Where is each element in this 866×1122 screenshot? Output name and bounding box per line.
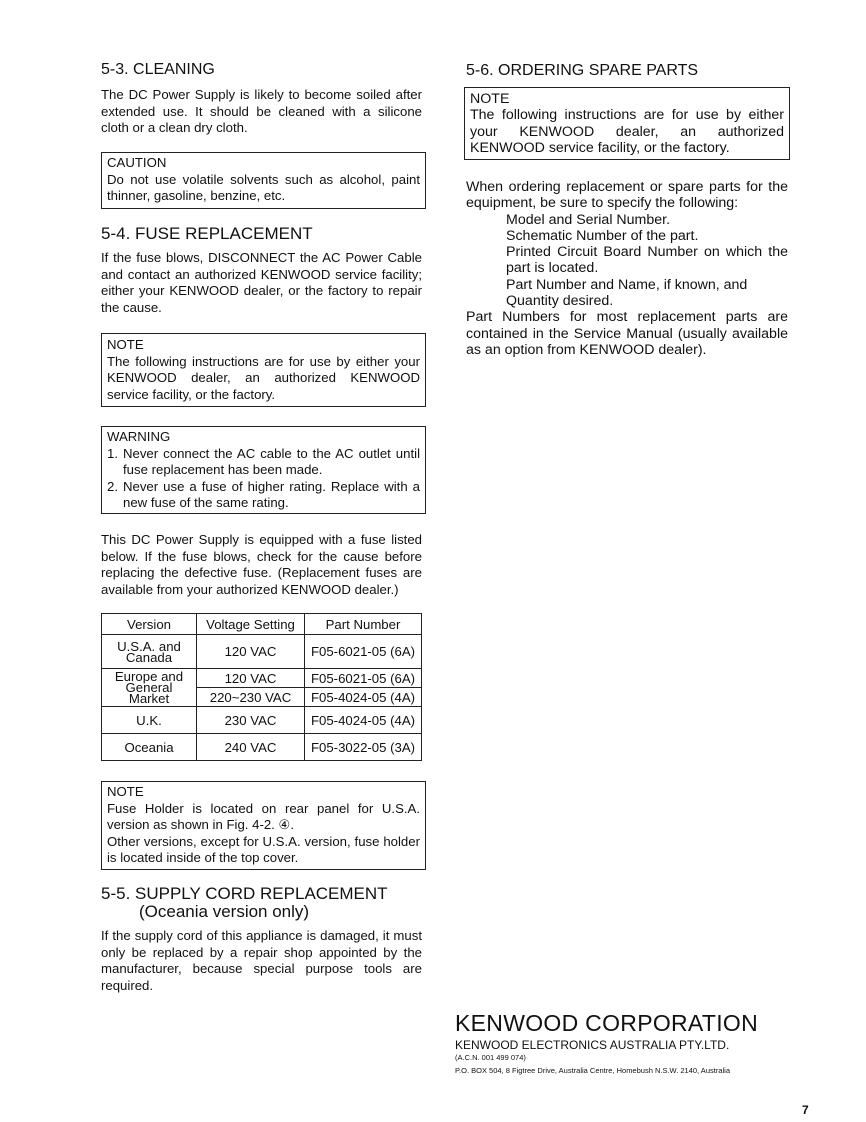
cell-part: F05-6021-05 (6A) — [305, 635, 422, 669]
supply-cord-body: If the supply cord of this appliance is damaged, it must only be replaced by a repair shop appointed by the manufacturer, because special purpose tools are required. — [101, 928, 422, 993]
note-text: The following instructions are for use by either your KENWOOD dealer, an authorized KENWOOD service facility, or the factory. — [470, 107, 784, 156]
heading-fuse-replacement: 5-4. FUSE REPLACEMENT — [101, 224, 313, 243]
col-voltage: Voltage Setting — [197, 614, 305, 635]
cell-part: F05-6021-05 (6A) — [305, 669, 422, 688]
heading-cleaning: 5-3. CLEANING — [101, 61, 215, 78]
col-part: Part Number — [305, 614, 422, 635]
note-box-instructions — [101, 333, 426, 407]
col-version: Version — [102, 614, 197, 635]
warning-item: 1. Never connect the AC cable to the AC outlet until fuse replacement has been made. — [107, 445, 420, 477]
ordering-list — [466, 179, 788, 358]
note2-title: NOTE — [107, 784, 144, 799]
cell-voltage: 120 VAC — [197, 669, 305, 688]
corp-acn: (A.C.N. 001 499 074) — [455, 1053, 526, 1062]
cell-version: U.K. — [102, 707, 197, 734]
note2-line: Fuse Holder is located on rear panel for U.S.A. version as shown in Fig. 4-2. ④. — [107, 800, 420, 832]
fuse-table — [101, 613, 422, 761]
cell-version: Oceania — [102, 734, 197, 761]
list-item: Quantity desired. — [506, 293, 614, 310]
fuse-body: If the fuse blows, DISCONNECT the AC Power Cable and contact an authorized KENWOOD service facility; either your KENWOOD dealer, or the factory to repair the cause. — [101, 250, 422, 315]
note2-line: Other versions, except for U.S.A. version, fuse holder is located inside of the top cover. — [107, 833, 420, 865]
corp-address: P.O. BOX 504, 8 Figtree Drive, Australia Centre, Homebush N.S.W. 2140, Australia — [455, 1066, 730, 1075]
caution-box — [101, 152, 426, 209]
cell-voltage: 240 VAC — [197, 734, 305, 761]
fuse-body-2: This DC Power Supply is equipped with a fuse listed below. If the fuse blows, check for the cause before replacing the defective fuse. (Replacement fuses are available from your authorized KENWOOD dealer.) — [101, 532, 422, 597]
note-title: NOTE — [470, 91, 510, 107]
cell-version: U.S.A. and Canada — [102, 635, 197, 669]
warning-box — [101, 426, 426, 514]
cell-version: Europe and General Market — [102, 669, 197, 707]
cell-part: F05-3022-05 (3A) — [305, 734, 422, 761]
ordering-intro: When ordering replacement or spare parts for the equipment, be sure to specify the following: — [466, 179, 788, 212]
note-box-fuse-holder — [101, 781, 426, 870]
table-row — [102, 669, 422, 688]
cell-part: F05-4024-05 (4A) — [305, 688, 422, 707]
cell-voltage: 220~230 VAC — [197, 688, 305, 707]
subheading-supply-cord: (Oceania version only) — [139, 902, 310, 921]
corp-name: KENWOOD CORPORATION — [455, 1010, 759, 1036]
warning-title: WARNING — [107, 429, 171, 444]
cleaning-body: The DC Power Supply is likely to become soiled after extended use. It should be cleaned with a silicone cloth or a clean dry cloth. — [101, 87, 422, 135]
cell-part: F05-4024-05 (4A) — [305, 707, 422, 734]
ordering-outro: Part Numbers for most replacement parts are contained in the Service Manual (usually available as an option from KENWOOD dealer). — [466, 309, 788, 358]
table-row — [102, 707, 422, 734]
note-text: The following instructions are for use by either your KENWOOD dealer, an authorized KENWOOD service facility, or the factory. — [107, 353, 420, 402]
list-item: Part Number and Name, if known, and — [506, 276, 748, 293]
list-item: Model and Serial Number. — [506, 211, 671, 228]
note-box-ordering — [464, 87, 790, 160]
table-header-row — [102, 614, 422, 635]
cell-voltage: 120 VAC — [197, 635, 305, 669]
table-row — [102, 734, 422, 761]
note-title: NOTE — [107, 337, 144, 352]
list-item: Printed Circuit Board Number on which the part is located. — [506, 244, 788, 277]
corp-subsidiary: KENWOOD ELECTRONICS AUSTRALIA PTY.LTD. — [455, 1038, 730, 1052]
table-row — [102, 635, 422, 669]
page-number: 7 — [802, 1103, 809, 1117]
heading-supply-cord: 5-5. SUPPLY CORD REPLACEMENT — [101, 884, 388, 903]
list-item: Schematic Number of the part. — [506, 227, 699, 244]
heading-ordering-parts: 5-6. ORDERING SPARE PARTS — [466, 62, 699, 79]
warning-item: 2. Never use a fuse of higher rating. Replace with a new fuse of the same rating. — [107, 478, 420, 510]
cell-voltage: 230 VAC — [197, 707, 305, 734]
caution-title: CAUTION — [107, 155, 167, 170]
caution-text: Do not use volatile solvents such as alcohol, paint thinner, gasoline, benzine, etc. — [107, 171, 420, 203]
